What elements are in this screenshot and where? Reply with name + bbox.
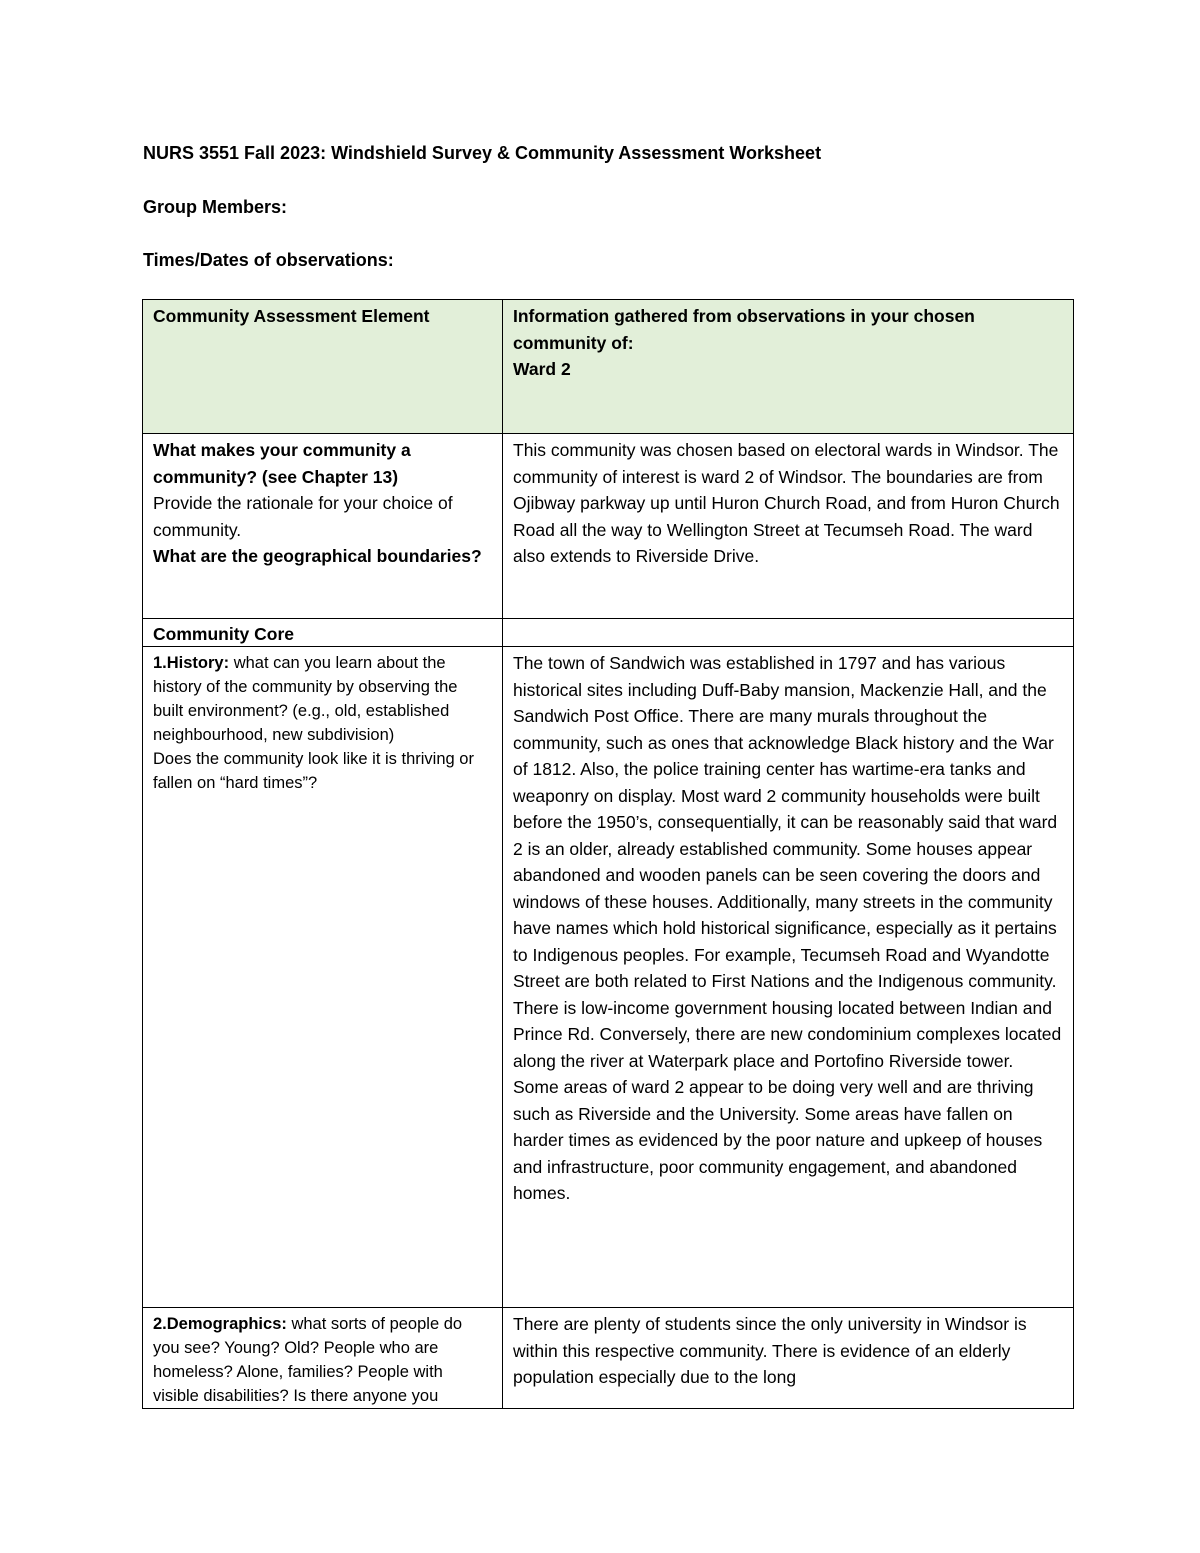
demographics-prompt: what sorts of people do you see? Young? Old? People who are homeless? Alone, families? People with visible disabilities? Is there anyone you [153,1315,463,1405]
table-row-community-core [143,619,1074,647]
group-members-label: Group Members: [143,197,288,217]
history-prompt: what can you learn about the history of the community by observing the built environment? (e.g., old, established neighbourhood, new subdivision) [153,654,458,744]
community-answer-cell [503,434,1074,619]
community-question-detail: Provide the rationale for your choice of community. [153,493,453,540]
community-core-label-cell [143,619,503,647]
header-information-cell [503,300,1074,434]
community-core-label: Community Core [153,624,294,644]
table-row-history [143,647,1074,1308]
header-information-label: Information gathered from observations in your chosen community of: [513,306,975,353]
demographics-answer: There are plenty of students since the only university in Windsor is within this respective community. There is evidence of an elderly population especially due to the long [513,1314,1027,1387]
table-row-community [143,434,1074,619]
document-title: NURS 3551 Fall 2023: Windshield Survey & Community Assessment Worksheet [143,143,822,163]
community-question: What makes your community a community? (see Chapter 13) [153,440,411,487]
table-row-demographics [143,1308,1074,1409]
assessment-table [142,299,1074,1409]
history-lead: 1.History: [153,654,230,672]
header-element-cell [143,300,503,434]
table-header-row [143,300,1074,434]
times-dates-label: Times/Dates of observations: [143,250,394,270]
history-prompt-thriving: Does the community look like it is thriving or fallen on “hard times”? [153,750,474,792]
community-answer: This community was chosen based on electoral wards in Windsor. The community of interest is ward 2 of Windsor. The boundaries are from Ojibway parkway up until Huron Church Road, and from Huron Church Road all the way to Wellington Street at Tecumseh Road. The ward also extends to Riverside Drive. [513,440,1060,566]
history-answer: The town of Sandwich was established in 1797 and has various historical sites including Duff-Baby mansion, Mackenzie Hall, and the Sandwich Post Office. There are many murals throughout the community, such as ones that acknowledge Black history and the War of 1812. Also, the police training center has wartime-era tanks and weaponry on display. Most ward 2 community households were built before the 1950’s, consequentially, it can be reasonably said that ward 2 is an older, already established community. Some houses appear abandoned and wooden panels can be seen covering the doors and windows of these houses. Additionally, many streets in the community have names which hold historical significance, especially as it pertains to Indigenous peoples. For example, Tecumseh Road and Wyandotte Street are both related to First Nations and the Indigenous community. There is low-income government housing located between Indian and Prince Rd. Conversely, there are new condominium complexes located along the river at Waterpark place and Portofino Riverside tower. Some areas of ward 2 appear to be doing very well and are thriving such as Riverside and the University. Some areas have fallen on harder times as evidenced by the poor nature and upkeep of houses and infrastructure, poor community engagement, and abandoned homes. [513,653,1062,1203]
community-core-empty-cell [503,619,1074,647]
demographics-lead: 2.Demographics: [153,1315,287,1333]
community-question-cell [143,434,503,619]
demographics-answer-cell [503,1308,1074,1409]
history-answer-cell [503,647,1074,1308]
demographics-question-cell [143,1308,503,1409]
header-community-name: Ward 2 [513,359,571,379]
history-question-cell [143,647,503,1308]
header-element-label: Community Assessment Element [153,306,430,326]
boundaries-question: What are the geographical boundaries? [153,546,482,566]
